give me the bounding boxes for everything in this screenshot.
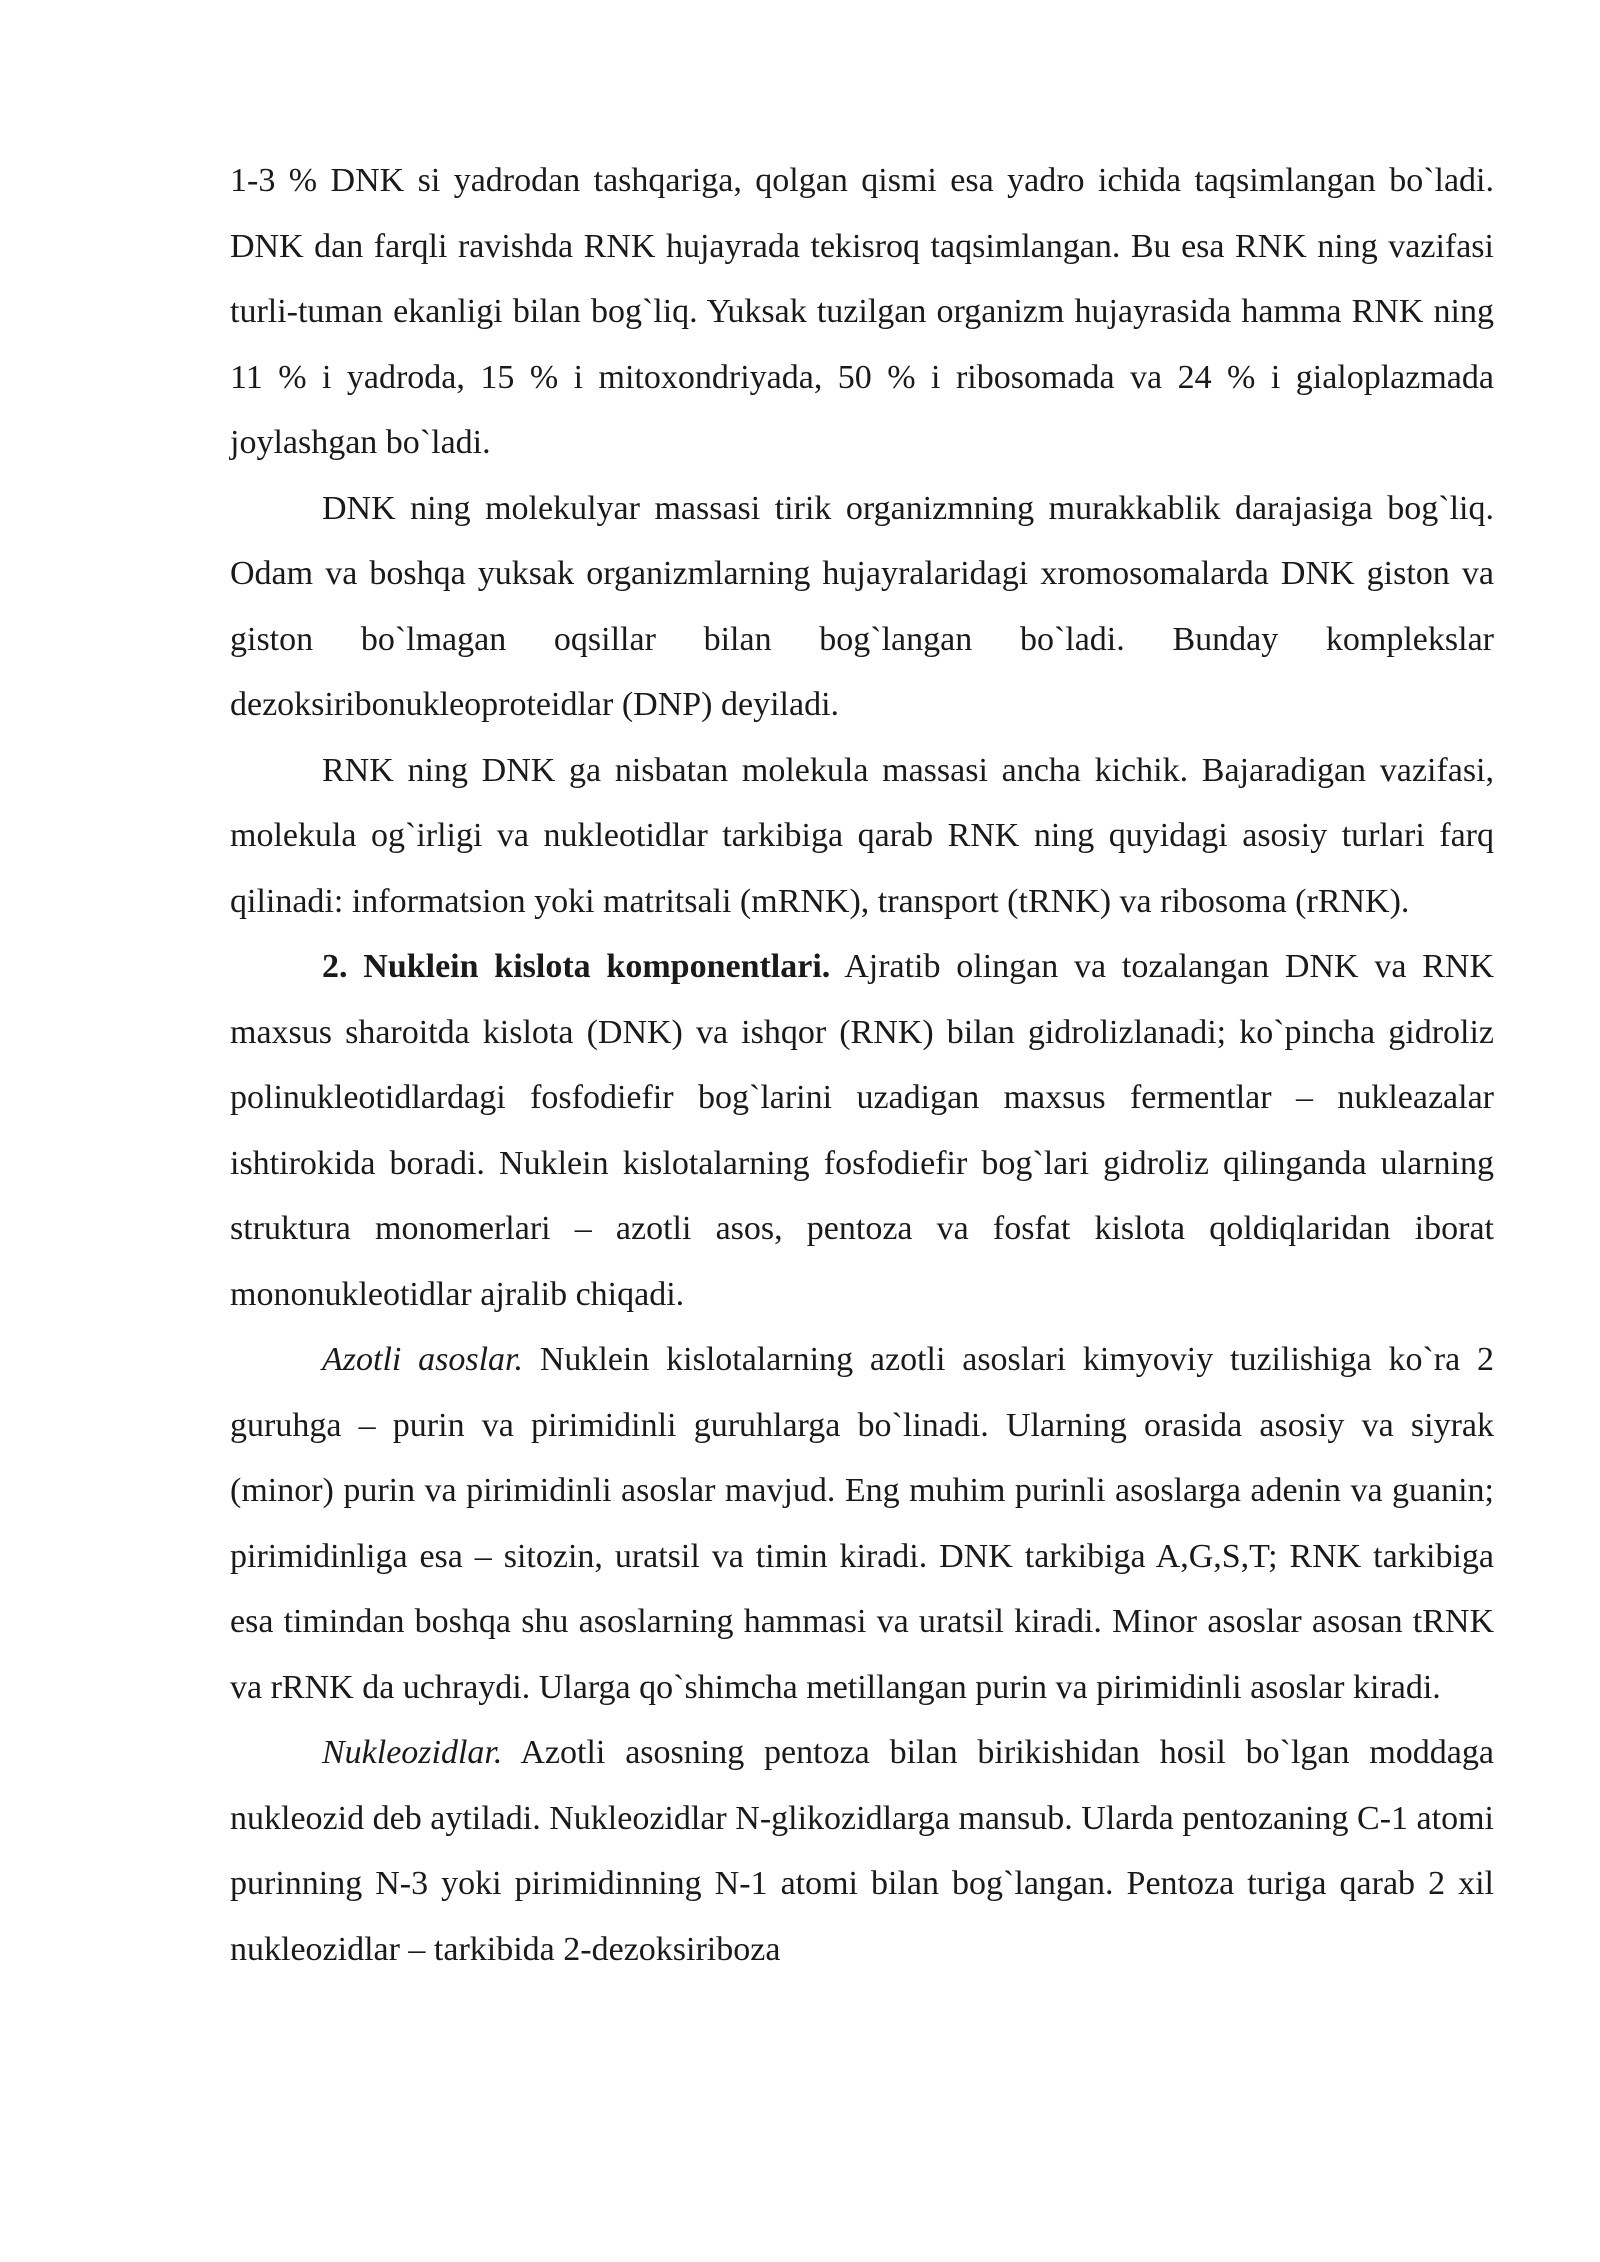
paragraph-body-text: Ajratib olingan va tozalangan DNK va RNK maxsus sharoitda kislota (DNK) va ishqor (RNK) bilan gidrolizlanadi; ko`pincha gidroliz polinukleotidlardagi fosfodiefir bog`larini uzadigan maxsus fermentlar – nukleazalar ishtirokida boradi. Nuklein kislotalarning fosfodiefir bog`lari gidroliz qilinganda ularning struktura monomerlari – azotli asos, pentoza va fosfat kislota qoldiqlaridan iborat mononukleotidlar ajralib chiqadi. xyxy=(230,948,1494,1313)
paragraph-nitrogenous-bases xyxy=(230,1327,1494,1720)
subheading-nucleosides: Nukleozidlar. xyxy=(322,1734,503,1771)
section-heading-nucleic-acid-components: 2. Nuklein kislota komponentlari. xyxy=(322,948,831,985)
paragraph-dna-molecular-mass: DNK ning molekulyar massasi tirik organizmning murakkablik darajasiga bog`liq. Odam va boshqa yuksak organizmlarning hujayralaridagi xromosomalarda DNK giston va giston bo`lmagan oqsillar bilan bog`langan bo`ladi. Bunday komplekslar dezoksiribonukleoproteidlar (DNP) deyiladi. xyxy=(230,489,1494,723)
paragraph-rna-types: RNK ning DNK ga nisbatan molekula massasi ancha kichik. Bajaradigan vazifasi, molekula og`irligi va nukleotidlar tarkibiga qarab RNK ning quyidagi asosiy turlari farq qilinadi: informatsion yoki matritsali (mRNK), transport (tRNK) va ribosoma (rRNK). xyxy=(230,751,1494,920)
paragraph-nucleic-acid-components xyxy=(230,934,1494,1327)
paragraph-dna-distribution: 1-3 % DNK si yadrodan tashqariga, qolgan qismi esa yadro ichida taqsimlangan bo`ladi. DNK dan farqli ravishda RNK hujayrada tekisroq taqsimlangan. Bu esa RNK ning vazifasi turli-tuman ekanligi bilan bog`liq. Yuksak tuzilgan organizm hujayrasida hamma RNK ning 11 % i yadroda, 15 % i mitoxondriyada, 50 % i ribosomada va 24 % i gialoplazmada joylashgan bo`ladi. xyxy=(230,162,1494,461)
paragraph-nucleosides xyxy=(230,1720,1494,1982)
paragraph-body-text: Nuklein kislotalarning azotli asoslari kimyoviy tuzilishiga ko`ra 2 guruhga – purin va pirimidinli guruhlarga bo`linadi. Ularning orasida asosiy va siyrak (minor) purin va pirimidinli asoslar mavjud. Eng muhim purinli asoslarga adenin va guanin; pirimidinliga esa – sitozin, uratsil va timin kiradi. DNK tarkibiga A,G,S,T; RNK tarkibiga esa timindan boshqa shu asoslarning hammasi va uratsil kiradi. Minor asoslar asosan tRNK va rRNK da uchraydi. Ularga qo`shimcha metillangan purin va pirimidinli asoslar kiradi. xyxy=(230,1341,1494,1706)
subheading-nitrogenous-bases: Azotli asoslar. xyxy=(322,1341,524,1378)
document-text-body xyxy=(230,148,1494,1982)
paragraph-body-text: Azotli asosning pentoza bilan birikishidan hosil bo`lgan moddaga nukleozid deb aytiladi. Nukleozidlar N-glikozidlarga mansub. Ularda pentozaning C-1 atomi purinning N-3 yoki pirimidinning N-1 atomi bilan bog`langan. Pentoza turiga qarab 2 xil nukleozidlar – tarkibida 2-dezoksiriboza xyxy=(230,1734,1494,1968)
